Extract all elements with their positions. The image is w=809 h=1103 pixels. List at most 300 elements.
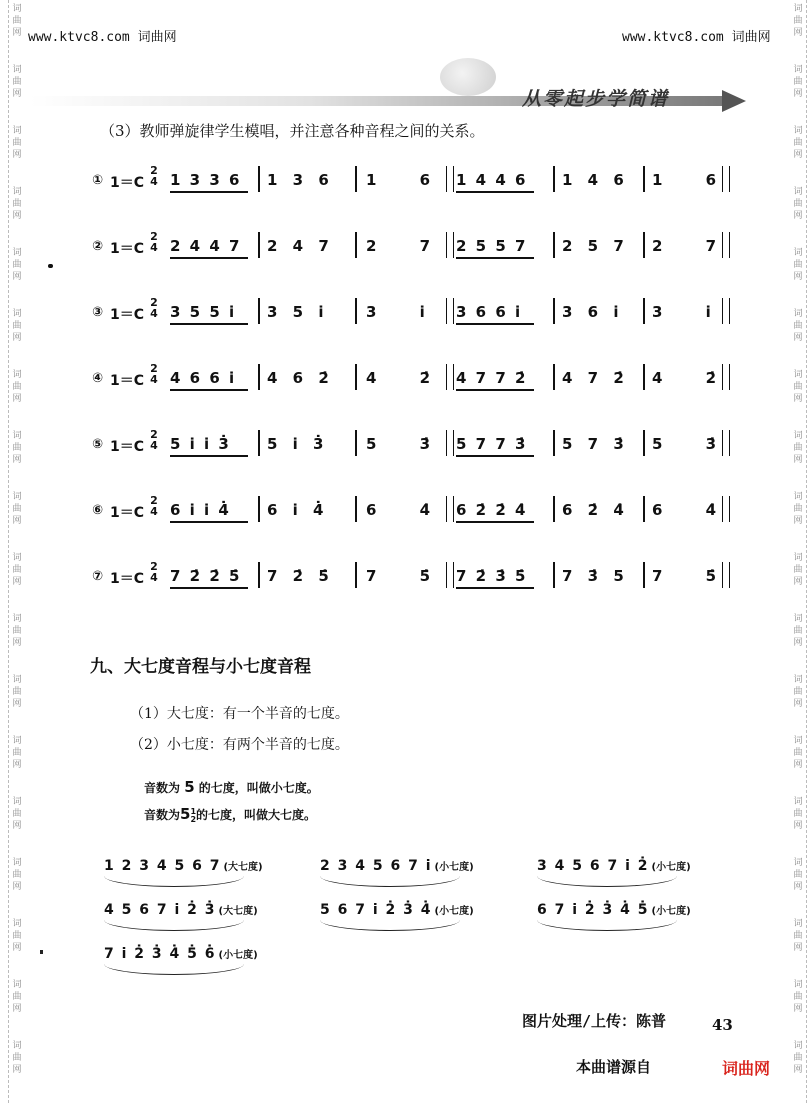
- margin-watermark-char: 网: [12, 1065, 22, 1075]
- margin-watermark-char: 曲: [12, 77, 22, 87]
- margin-watermark-char: 曲: [793, 138, 803, 148]
- interval-tag: (大七度): [223, 862, 263, 873]
- beam-underline: [456, 389, 534, 391]
- header-arrow-icon: [722, 90, 746, 112]
- barline: [553, 496, 555, 522]
- margin-watermark-char: 网: [793, 394, 803, 404]
- beam-underline: [170, 389, 248, 391]
- margin-watermark-char: 词: [12, 675, 22, 685]
- exercise-number: ⑤: [92, 437, 104, 452]
- key-signature: 1＝C: [110, 439, 145, 455]
- barline: [643, 166, 645, 192]
- margin-watermark-char: 网: [793, 516, 803, 526]
- measure-notes: 1 3 3 6: [170, 171, 240, 189]
- margin-watermark-char: 曲: [12, 626, 22, 636]
- margin-watermark-char: 词: [12, 980, 22, 990]
- scale-run: [104, 946, 258, 962]
- margin-watermark-char: 曲: [12, 809, 22, 819]
- barline: [553, 562, 555, 588]
- margin-watermark-char: 词: [793, 126, 803, 136]
- exercise-row: [92, 493, 742, 533]
- margin-watermark-char: 网: [793, 211, 803, 221]
- measure-notes: 3 6 i: [562, 303, 619, 321]
- apple-logo-icon: [440, 58, 496, 96]
- right-margin-strip: [790, 0, 807, 1103]
- definition-minor: （2）小七度：有两个半音的七度。: [130, 737, 349, 753]
- margin-watermark-char: 曲: [12, 199, 22, 209]
- example-number: 5: [180, 805, 191, 823]
- margin-watermark-char: 词: [793, 919, 803, 929]
- site-url-right[interactable]: www.ktvc8.com 词曲网: [622, 30, 771, 45]
- time-bottom: 4: [150, 439, 158, 452]
- measure-notes: 1 6: [652, 171, 717, 189]
- barline: [553, 430, 555, 456]
- margin-watermark-char: 词: [12, 370, 22, 380]
- margin-watermark-char: 网: [12, 882, 22, 892]
- repeat-barline: [446, 364, 454, 390]
- barline: [258, 562, 260, 588]
- beam-underline: [456, 191, 534, 193]
- measure-notes: 3 5 5 i: [170, 303, 235, 321]
- measure-notes: 3 i: [652, 303, 711, 321]
- margin-watermark-char: 曲: [793, 443, 803, 453]
- barline: [643, 562, 645, 588]
- margin-watermark-char: 曲: [12, 504, 22, 514]
- repeat-barline: [446, 298, 454, 324]
- barline: [643, 232, 645, 258]
- measure-notes: 3 5 i: [267, 303, 324, 321]
- margin-watermark-char: 网: [12, 28, 22, 38]
- margin-watermark-char: 曲: [793, 565, 803, 575]
- source-label: 本曲谱源自: [576, 1058, 652, 1076]
- exercise-intro: （3）教师弹旋律学生模唱，并注意各种音程之间的关系。: [100, 122, 485, 140]
- margin-watermark-char: 词: [793, 65, 803, 75]
- margin-watermark-char: 曲: [793, 626, 803, 636]
- margin-watermark-char: 网: [12, 455, 22, 465]
- measure-notes: 1 6: [366, 171, 431, 189]
- margin-watermark-char: 网: [12, 760, 22, 770]
- exercise-number: ②: [92, 239, 104, 254]
- margin-watermark-char: 词: [12, 858, 22, 868]
- time-signature: [148, 495, 160, 517]
- ink-speck: [48, 264, 53, 268]
- time-bottom: 4: [150, 373, 158, 386]
- scale-notes: 1 2 3 4 5 6 7: [104, 858, 220, 874]
- margin-watermark-char: 词: [793, 370, 803, 380]
- slur-arc: [320, 920, 460, 931]
- margin-watermark-char: 曲: [12, 260, 22, 270]
- barline: [258, 166, 260, 192]
- barline: [643, 496, 645, 522]
- end-barline: [722, 298, 730, 324]
- margin-watermark-char: 曲: [12, 687, 22, 697]
- margin-watermark-char: 网: [12, 89, 22, 99]
- margin-watermark-char: 网: [793, 943, 803, 953]
- key-signature: 1＝C: [110, 505, 145, 521]
- margin-watermark-char: 网: [12, 1004, 22, 1014]
- barline: [553, 232, 555, 258]
- margin-watermark-char: 曲: [793, 260, 803, 270]
- beam-underline: [170, 455, 248, 457]
- barline: [355, 298, 357, 324]
- margin-watermark-char: 曲: [12, 382, 22, 392]
- time-bottom: 4: [150, 175, 158, 188]
- barline: [355, 562, 357, 588]
- margin-watermark-char: 网: [12, 150, 22, 160]
- time-signature: [148, 231, 160, 253]
- margin-watermark-char: 网: [793, 150, 803, 160]
- measure-notes: 7 3̇ 5: [562, 567, 624, 585]
- exercise-number: ⑦: [92, 569, 104, 584]
- credit-line: 图片处理/上传：陈普: [522, 1012, 667, 1030]
- exercise-row: [92, 295, 742, 335]
- measure-notes: 2 5 7: [562, 237, 624, 255]
- interval-tag: (小七度): [434, 906, 474, 917]
- margin-watermark-char: 网: [793, 28, 803, 38]
- measure-notes: 5 3̇: [652, 435, 717, 453]
- time-bottom: 4: [150, 307, 158, 320]
- margin-watermark-char: 词: [12, 919, 22, 929]
- margin-watermark-char: 词: [793, 797, 803, 807]
- time-signature: [148, 561, 160, 583]
- fraction-top: 1: [190, 806, 197, 816]
- end-barline: [722, 430, 730, 456]
- measure-notes: 5 3̇: [366, 435, 431, 453]
- measure-notes: 7 2̇ 2̇ 5̇: [170, 567, 240, 585]
- barline: [355, 166, 357, 192]
- margin-watermark-char: 网: [12, 638, 22, 648]
- scale-notes: 6 7 i 2̇ 3̇ 4̇ 5̇: [537, 902, 648, 918]
- scale-run: [104, 902, 258, 918]
- margin-watermark-char: 网: [793, 882, 803, 892]
- margin-watermark-char: 曲: [793, 809, 803, 819]
- exercise-number: ④: [92, 371, 104, 386]
- margin-watermark-char: 曲: [793, 382, 803, 392]
- beam-underline: [170, 521, 248, 523]
- fraction-bottom: 2: [190, 814, 197, 824]
- interval-tag: (小七度): [651, 906, 691, 917]
- beam-underline: [170, 323, 248, 325]
- exercise-row: [92, 361, 742, 401]
- margin-watermark-char: 词: [12, 126, 22, 136]
- margin-watermark-char: 曲: [12, 321, 22, 331]
- measure-notes: 5 7 3̇: [562, 435, 624, 453]
- margin-watermark-char: 曲: [793, 748, 803, 758]
- margin-watermark-char: 词: [12, 1041, 22, 1051]
- barline: [553, 166, 555, 192]
- exercise-row: [92, 163, 742, 203]
- measure-notes: 7 2̇ 3̇ 5̇: [456, 567, 526, 585]
- time-top: 2: [150, 362, 158, 375]
- exercise-number: ⑥: [92, 503, 104, 518]
- time-bottom: 4: [150, 571, 158, 584]
- margin-watermark-char: 网: [12, 516, 22, 526]
- scale-notes: 3 4 5 6 7 i 2̇: [537, 858, 648, 874]
- scale-notes: 7 i 2̇ 3̇ 4̇ 5̇ 6̇: [104, 946, 215, 962]
- scale-run: [320, 902, 474, 918]
- barline: [355, 364, 357, 390]
- exercise-row: [92, 559, 742, 599]
- margin-watermark-char: 网: [12, 821, 22, 831]
- time-signature: [148, 363, 160, 385]
- measure-notes: 1 4 4 6: [456, 171, 526, 189]
- margin-watermark-char: 词: [12, 553, 22, 563]
- beam-underline: [456, 455, 534, 457]
- time-top: 2: [150, 164, 158, 177]
- example-line-major: [144, 805, 316, 824]
- margin-watermark-char: 网: [12, 211, 22, 221]
- beam-underline: [170, 587, 248, 589]
- time-signature: [148, 297, 160, 319]
- measure-notes: 6 2̇ 2̇ 4̇: [456, 501, 526, 519]
- beam-underline: [456, 587, 534, 589]
- scale-notes: 5 6 7 i 2̇ 3̇ 4̇: [320, 902, 431, 918]
- interval-tag: (小七度): [651, 862, 691, 873]
- measure-notes: 2 4 4 7: [170, 237, 240, 255]
- margin-watermark-char: 词: [793, 614, 803, 624]
- measure-notes: 3 6 6 i: [456, 303, 521, 321]
- barline: [553, 298, 555, 324]
- example-text: 音数为: [144, 781, 185, 795]
- measure-notes: 6 4̇: [652, 501, 717, 519]
- time-signature: [148, 165, 160, 187]
- margin-watermark-char: 网: [793, 455, 803, 465]
- series-title: 从零起步学简谱: [522, 88, 670, 110]
- barline: [643, 430, 645, 456]
- measure-notes: 4 2̇: [366, 369, 431, 387]
- site-url-left[interactable]: www.ktvc8.com 词曲网: [28, 30, 177, 45]
- margin-watermark-char: 网: [12, 577, 22, 587]
- measure-notes: 7 2̇ 5̇: [267, 567, 329, 585]
- margin-watermark-char: 词: [12, 65, 22, 75]
- slur-arc: [104, 920, 244, 931]
- ink-speck: [40, 950, 43, 954]
- example-line-minor: [144, 778, 319, 796]
- measure-notes: 6 4̇: [366, 501, 431, 519]
- margin-watermark-char: 网: [793, 1065, 803, 1075]
- measure-notes: 5 i i 3̇: [170, 435, 229, 453]
- margin-watermark-char: 曲: [793, 504, 803, 514]
- barline: [355, 496, 357, 522]
- time-bottom: 4: [150, 241, 158, 254]
- key-signature: 1＝C: [110, 175, 145, 191]
- margin-watermark-char: 词: [793, 431, 803, 441]
- margin-watermark-char: 曲: [12, 443, 22, 453]
- margin-watermark-char: 词: [12, 492, 22, 502]
- margin-watermark-char: 网: [12, 943, 22, 953]
- margin-watermark-char: 曲: [12, 16, 22, 26]
- margin-watermark-char: 词: [793, 4, 803, 14]
- barline: [355, 232, 357, 258]
- time-top: 2: [150, 560, 158, 573]
- margin-watermark-char: 词: [12, 614, 22, 624]
- margin-watermark-char: 曲: [12, 992, 22, 1002]
- time-top: 2: [150, 494, 158, 507]
- margin-watermark-char: 词: [793, 309, 803, 319]
- barline: [553, 364, 555, 390]
- repeat-barline: [446, 166, 454, 192]
- margin-watermark-char: 词: [12, 4, 22, 14]
- margin-watermark-char: 词: [12, 309, 22, 319]
- repeat-barline: [446, 430, 454, 456]
- left-margin-strip: [8, 0, 25, 1103]
- barline: [258, 298, 260, 324]
- barline: [258, 232, 260, 258]
- example-text: 音数为: [144, 808, 181, 822]
- margin-watermark-char: 词: [12, 431, 22, 441]
- measure-notes: 6 2̇ 4̇: [562, 501, 624, 519]
- margin-watermark-char: 网: [793, 760, 803, 770]
- end-barline: [722, 496, 730, 522]
- margin-watermark-char: 曲: [793, 1053, 803, 1063]
- barline: [258, 364, 260, 390]
- example-text: 的七度，叫做大七度。: [196, 808, 317, 822]
- measure-notes: 4 2̇: [652, 369, 717, 387]
- section-title: 九、大七度音程与小七度音程: [90, 657, 311, 677]
- barline: [258, 496, 260, 522]
- key-signature: 1＝C: [110, 571, 145, 587]
- interval-tag: (小七度): [218, 950, 258, 961]
- end-barline: [722, 562, 730, 588]
- margin-watermark-char: 曲: [793, 199, 803, 209]
- margin-watermark-char: 曲: [793, 321, 803, 331]
- exercise-row: [92, 229, 742, 269]
- margin-watermark-char: 网: [12, 272, 22, 282]
- scale-run: [320, 858, 474, 874]
- margin-watermark-char: 词: [793, 492, 803, 502]
- barline: [355, 430, 357, 456]
- margin-watermark-char: 曲: [12, 748, 22, 758]
- measure-notes: 2 5 5 7: [456, 237, 526, 255]
- measure-notes: 4 6 6 i: [170, 369, 235, 387]
- slur-arc: [537, 920, 677, 931]
- beam-underline: [170, 191, 248, 193]
- barline: [258, 430, 260, 456]
- time-top: 2: [150, 428, 158, 441]
- margin-watermark-char: 网: [12, 394, 22, 404]
- end-barline: [722, 166, 730, 192]
- margin-watermark-char: 网: [793, 638, 803, 648]
- measure-notes: 6 i 4̇: [267, 501, 324, 519]
- margin-watermark-char: 词: [12, 248, 22, 258]
- time-top: 2: [150, 296, 158, 309]
- barline: [643, 364, 645, 390]
- source-brand-link[interactable]: 词曲网: [722, 1059, 771, 1078]
- repeat-barline: [446, 496, 454, 522]
- measure-notes: 4 7 2̇: [562, 369, 624, 387]
- margin-watermark-char: 曲: [793, 77, 803, 87]
- measure-notes: 6 i i 4̇: [170, 501, 229, 519]
- margin-watermark-char: 曲: [12, 870, 22, 880]
- measure-notes: 5 i 3̇: [267, 435, 324, 453]
- exercise-number: ③: [92, 305, 104, 320]
- end-barline: [722, 364, 730, 390]
- margin-watermark-char: 网: [793, 577, 803, 587]
- margin-watermark-char: 网: [793, 333, 803, 343]
- margin-watermark-char: 词: [793, 553, 803, 563]
- margin-watermark-char: 词: [793, 980, 803, 990]
- scale-notes: 4 5 6 7 i 2̇ 3̇: [104, 902, 215, 918]
- margin-watermark-char: 网: [793, 821, 803, 831]
- slur-arc: [537, 876, 677, 887]
- margin-watermark-char: 曲: [12, 565, 22, 575]
- example-number: 5: [184, 778, 195, 796]
- beam-underline: [170, 257, 248, 259]
- scale-notes: 2 3 4 5 6 7 i: [320, 858, 431, 874]
- scale-run: [537, 858, 691, 874]
- scale-run: [537, 902, 691, 918]
- key-signature: 1＝C: [110, 373, 145, 389]
- margin-watermark-char: 词: [793, 187, 803, 197]
- time-signature: [148, 429, 160, 451]
- margin-watermark-char: 词: [793, 736, 803, 746]
- margin-watermark-char: 词: [12, 736, 22, 746]
- measure-notes: 7 5̇: [652, 567, 717, 585]
- slur-arc: [104, 964, 244, 975]
- margin-watermark-char: 曲: [793, 687, 803, 697]
- measure-notes: 7 5̇: [366, 567, 431, 585]
- time-bottom: 4: [150, 505, 158, 518]
- margin-watermark-char: 曲: [12, 138, 22, 148]
- margin-watermark-char: 网: [793, 89, 803, 99]
- margin-watermark-char: 曲: [12, 1053, 22, 1063]
- measure-notes: 5 7 7 3̇: [456, 435, 526, 453]
- measure-notes: 4 7 7 2̇: [456, 369, 526, 387]
- measure-notes: 2 4 7: [267, 237, 329, 255]
- measure-notes: 2 7: [652, 237, 717, 255]
- exercise-row: [92, 427, 742, 467]
- key-signature: 1＝C: [110, 241, 145, 257]
- margin-watermark-char: 网: [793, 699, 803, 709]
- margin-watermark-char: 网: [12, 699, 22, 709]
- slur-arc: [320, 876, 460, 887]
- scale-run: [104, 858, 263, 874]
- margin-watermark-char: 网: [793, 272, 803, 282]
- beam-underline: [456, 257, 534, 259]
- key-signature: 1＝C: [110, 307, 145, 323]
- beam-underline: [456, 323, 534, 325]
- margin-watermark-char: 词: [793, 248, 803, 258]
- measure-notes: 3 i: [366, 303, 425, 321]
- time-top: 2: [150, 230, 158, 243]
- measure-notes: 1 4 6: [562, 171, 624, 189]
- repeat-barline: [446, 232, 454, 258]
- page-number: 43: [712, 1016, 733, 1034]
- margin-watermark-char: 曲: [793, 16, 803, 26]
- margin-watermark-char: 曲: [793, 992, 803, 1002]
- barline: [643, 298, 645, 324]
- interval-tag: (大七度): [218, 906, 258, 917]
- margin-watermark-char: 词: [12, 187, 22, 197]
- slur-arc: [104, 876, 244, 887]
- margin-watermark-char: 网: [793, 1004, 803, 1014]
- margin-watermark-char: 网: [12, 333, 22, 343]
- margin-watermark-char: 曲: [12, 931, 22, 941]
- margin-watermark-char: 词: [793, 1041, 803, 1051]
- margin-watermark-char: 曲: [793, 870, 803, 880]
- end-barline: [722, 232, 730, 258]
- measure-notes: 4 6 2̇: [267, 369, 329, 387]
- measure-notes: 1 3 6: [267, 171, 329, 189]
- exercise-number: ①: [92, 173, 104, 188]
- measure-notes: 2 7: [366, 237, 431, 255]
- margin-watermark-char: 词: [12, 797, 22, 807]
- beam-underline: [456, 521, 534, 523]
- interval-tag: (小七度): [434, 862, 474, 873]
- definition-major: （1）大七度：有一个半音的七度。: [130, 706, 349, 722]
- margin-watermark-char: 词: [793, 675, 803, 685]
- margin-watermark-char: 词: [793, 858, 803, 868]
